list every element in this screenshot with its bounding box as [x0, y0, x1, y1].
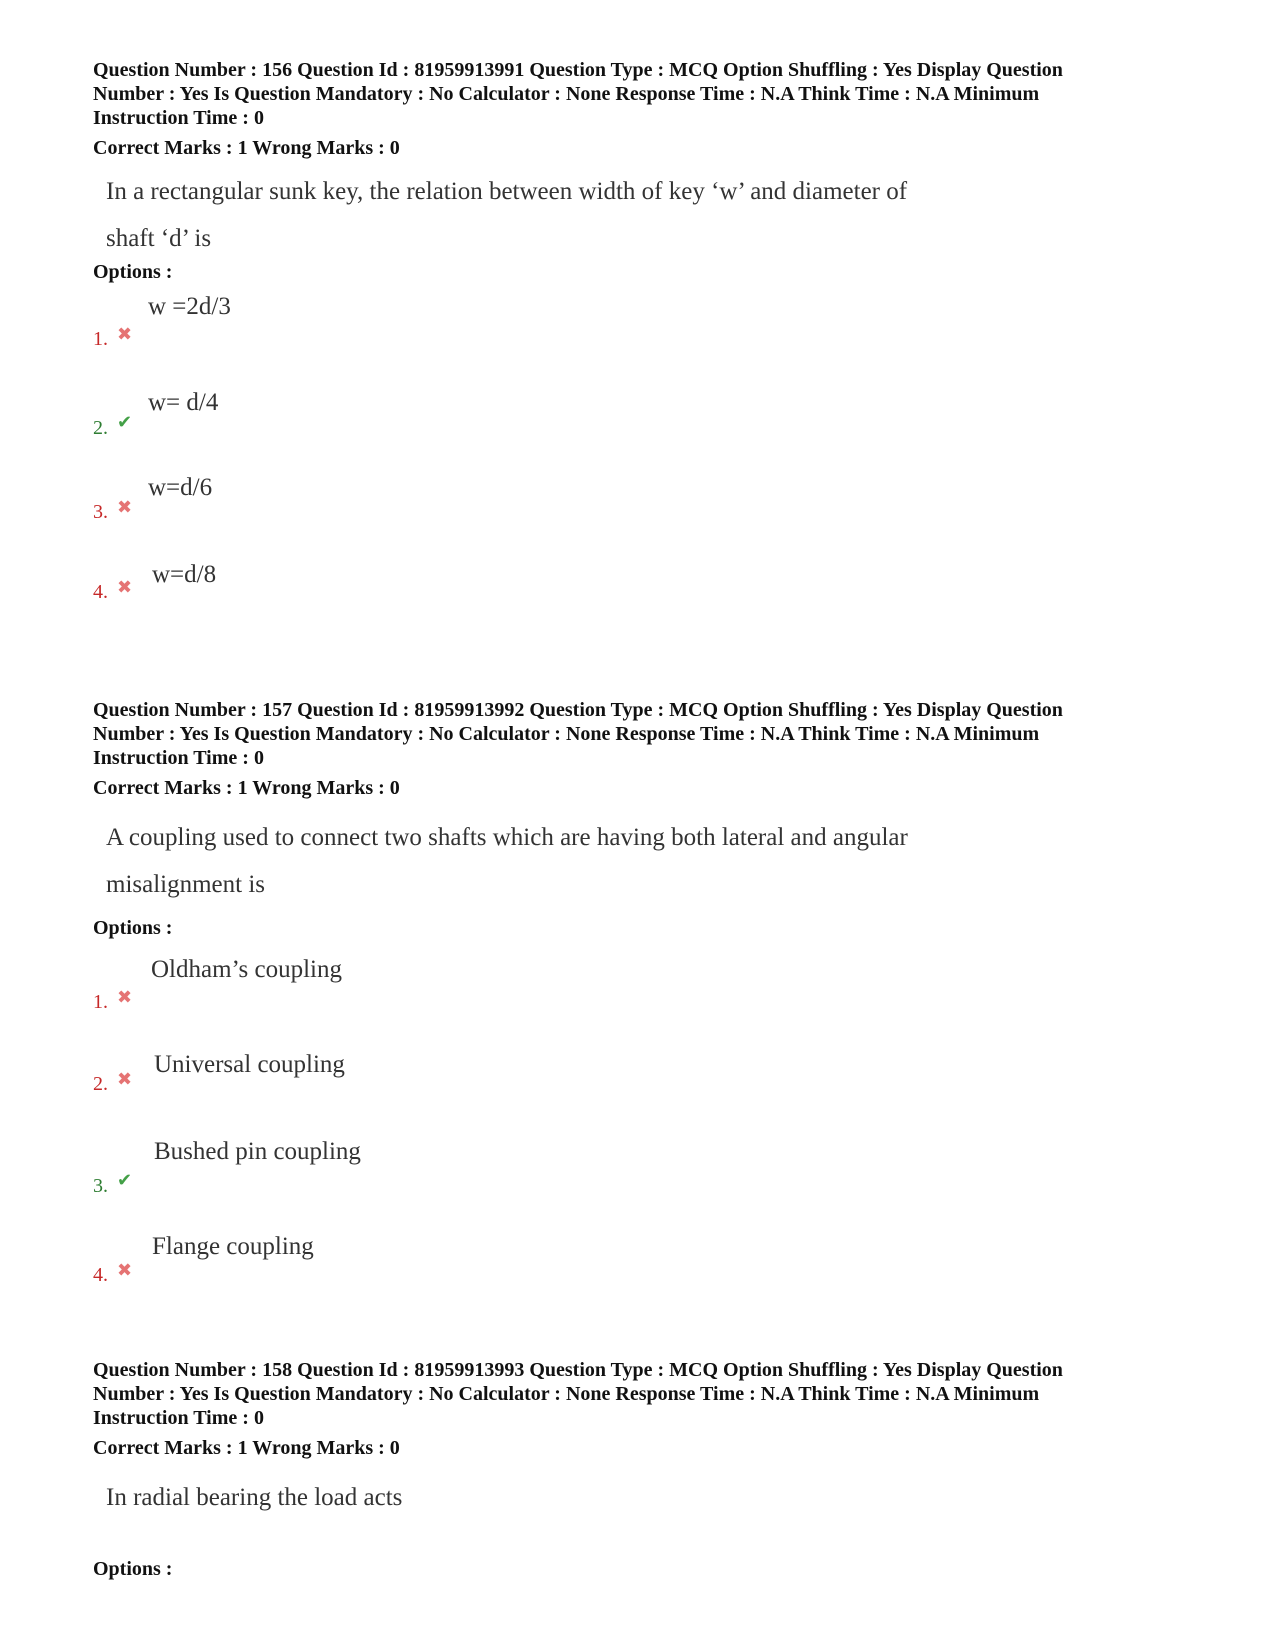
option-number: 1.: [93, 991, 108, 1013]
option-number: 2.: [93, 1073, 108, 1095]
cross-icon: ✖: [117, 1069, 133, 1090]
stem-line: In a rectangular sunk key, the relation between width of key ‘w’ and diameter of: [106, 178, 908, 205]
check-icon: ✔: [117, 412, 133, 433]
marks-line: Correct Marks : 1 Wrong Marks : 0: [93, 1437, 400, 1459]
question-meta-line: Instruction Time : 0: [93, 1407, 264, 1429]
marks-line: Correct Marks : 1 Wrong Marks : 0: [93, 137, 400, 159]
cross-icon: ✖: [117, 987, 133, 1008]
option-item[interactable]: [93, 1232, 693, 1292]
question-meta-line: Number : Yes Is Question Mandatory : No Calculator : None Response Time : N.A Think Time : N.A Minimum: [93, 83, 1040, 105]
stem-line: shaft ‘d’ is: [106, 225, 212, 252]
check-icon: ✔: [117, 1170, 133, 1191]
option-text: w=d/8: [152, 561, 217, 588]
question-block-156: [93, 58, 1193, 160]
option-item[interactable]: [93, 955, 693, 1015]
option-text: Flange coupling: [152, 1233, 314, 1260]
stem-line: misalignment is: [106, 871, 266, 898]
stem-line: A coupling used to connect two shafts which are having both lateral and angular: [106, 824, 908, 851]
option-number: 1.: [93, 328, 108, 350]
question-meta-line: Instruction Time : 0: [93, 107, 264, 129]
option-text: Oldham’s coupling: [151, 956, 342, 983]
option-item[interactable]: [93, 1050, 693, 1110]
question-meta-line: Number : Yes Is Question Mandatory : No Calculator : None Response Time : N.A Think Time : N.A Minimum: [93, 1383, 1040, 1405]
cross-icon: ✖: [117, 1260, 133, 1281]
option-number: 2.: [93, 417, 108, 439]
option-text: w =2d/3: [148, 293, 231, 320]
cross-icon: ✖: [117, 324, 133, 345]
question-block-157: [93, 698, 1193, 800]
question-meta-line: Question Number : 158 Question Id : 81959913993 Question Type : MCQ Option Shuffling : Yes Display Question: [93, 1359, 1063, 1381]
question-meta-line: Question Number : 156 Question Id : 81959913991 Question Type : MCQ Option Shuffling : Yes Display Question: [93, 59, 1063, 81]
option-number: 4.: [93, 581, 108, 603]
option-item[interactable]: [93, 290, 693, 350]
question-meta-line: Question Number : 157 Question Id : 81959913992 Question Type : MCQ Option Shuffling : Yes Display Question: [93, 699, 1063, 721]
cross-icon: ✖: [117, 497, 133, 518]
option-item[interactable]: [93, 473, 693, 533]
options-list-157: [93, 955, 1193, 1295]
option-text: w= d/4: [148, 389, 219, 416]
option-number: 3.: [93, 501, 108, 523]
options-label: Options :: [93, 917, 173, 939]
option-item[interactable]: [93, 388, 693, 448]
option-text: Universal coupling: [154, 1051, 345, 1078]
option-item[interactable]: [93, 560, 693, 620]
options-label: Options :: [93, 1558, 173, 1580]
marks-line: Correct Marks : 1 Wrong Marks : 0: [93, 777, 400, 799]
option-item[interactable]: [93, 1137, 693, 1197]
options-label: Options :: [93, 261, 173, 283]
question-stem-157: [106, 814, 1206, 908]
option-text: w=d/6: [148, 474, 213, 501]
options-list-156: [93, 290, 1193, 620]
question-meta-line: Instruction Time : 0: [93, 747, 264, 769]
cross-icon: ✖: [117, 577, 133, 598]
question-stem-158: [106, 1474, 1206, 1521]
question-meta-line: Number : Yes Is Question Mandatory : No Calculator : None Response Time : N.A Think Time : N.A Minimum: [93, 723, 1040, 745]
option-number: 4.: [93, 1264, 108, 1286]
question-stem-156: [106, 168, 1206, 262]
option-number: 3.: [93, 1175, 108, 1197]
option-text: Bushed pin coupling: [154, 1138, 361, 1165]
stem-line: In radial bearing the load acts: [106, 1484, 403, 1511]
question-block-158: [93, 1358, 1193, 1460]
